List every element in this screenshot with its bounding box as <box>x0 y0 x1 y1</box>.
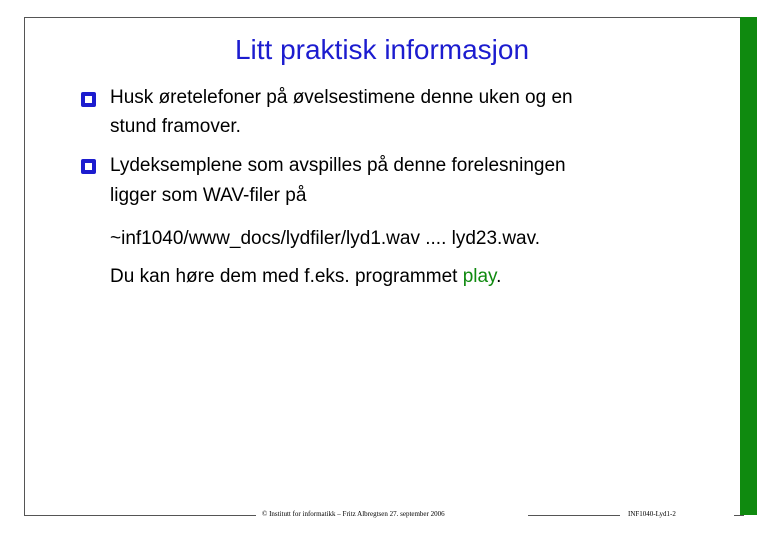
bullet-1-line-1: Husk øretelefoner på øvelsestimene denne uken og en <box>110 87 573 108</box>
bullet-square-icon <box>81 92 96 107</box>
program-name: play <box>462 266 497 287</box>
bullet-2-line-2: ligger som WAV-filer på <box>110 185 307 206</box>
bullet-1-line-2: stund framover. <box>110 116 241 137</box>
footer-rule-middle <box>528 515 620 516</box>
listen-suffix: . <box>496 266 502 287</box>
accent-bar <box>740 17 757 515</box>
footer-credit: © Institutt for informatikk – Fritz Albregtsen 27. september 2006 <box>262 510 445 518</box>
footer-rule-right <box>734 515 744 516</box>
slide-title: Litt praktisk informasjon <box>234 34 530 65</box>
bullet-square-icon <box>81 159 96 174</box>
bullet-2-line-1: Lydeksemplene som avspilles på denne forelesningen <box>110 155 566 176</box>
file-path-text: ~inf1040/www_docs/lydfiler/lyd1.wav .... lyd23.wav. <box>110 228 540 249</box>
footer-rule-left <box>24 515 256 516</box>
slide-frame-top <box>24 17 740 18</box>
slide-frame-left <box>24 17 25 515</box>
listen-prefix: Du kan høre dem med f.eks. programmet <box>110 266 463 287</box>
listen-instruction <box>110 263 501 291</box>
footer-page-number: INF1040-Lyd1-2 <box>628 510 676 518</box>
